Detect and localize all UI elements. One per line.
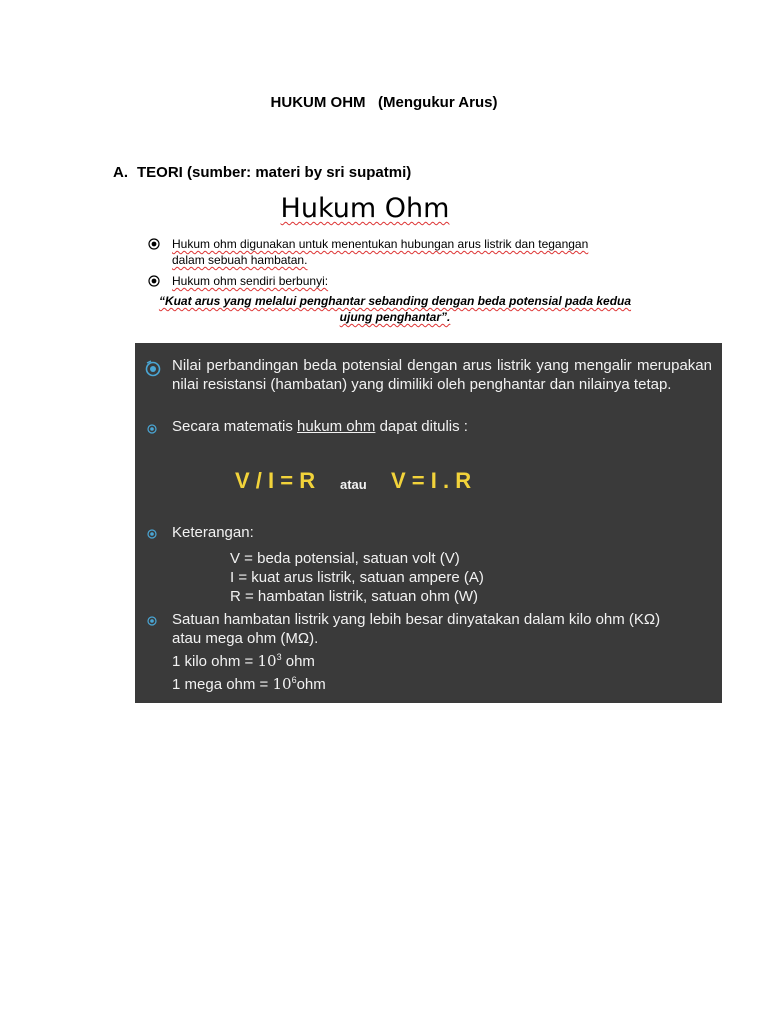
- slide-title: Hukum Ohm: [280, 193, 450, 224]
- keterangan-line-i: I = kuat arus listrik, satuan ampere (A): [230, 569, 484, 586]
- target-bullet-icon: [148, 238, 160, 250]
- kilo-ohm-exponent: 3: [276, 652, 282, 662]
- formula-atau: atau: [340, 477, 367, 492]
- slide-bullet-1-text: Hukum ohm digunakan untuk menentukan hubungan arus listrik dan tegangan dalam sebuah hambatan.: [172, 237, 589, 267]
- mega-ohm-exponent: 6: [291, 675, 297, 685]
- slide-bullet-2-text: Hukum ohm sendiri berbunyi:: [172, 274, 329, 288]
- panel-bullet-4-line-2: atau mega ohm (MΩ).: [172, 630, 319, 647]
- mega-ohm-pre: 1 mega ohm =: [172, 676, 273, 693]
- target-bullet-icon: [147, 529, 157, 539]
- ohm-law-quote: “Kuat arus yang melalui penghantar sebanding dengan beda potensial pada kedua ujung penghantar”.: [158, 294, 632, 324]
- keterangan-line-v: V = beda potensial, satuan volt (V): [230, 550, 460, 567]
- mega-ohm-line: [172, 675, 326, 693]
- panel-bullet-2-pre: Secara matematis: [172, 418, 298, 435]
- kilo-ohm-line: [172, 652, 315, 670]
- formula-left: V / I = R: [235, 468, 316, 493]
- large-bullet-icon: [145, 359, 161, 377]
- slide-panel: [135, 343, 722, 703]
- panel-bullet-2: [172, 418, 468, 435]
- kilo-ohm-base: 10: [257, 652, 277, 670]
- panel-bullet-2-post: dapat ditulis :: [375, 418, 468, 435]
- keterangan-line-r: R = hambatan listrik, satuan ohm (W): [230, 588, 479, 605]
- target-bullet-icon: [148, 275, 160, 287]
- formula-right: V = I . R: [391, 468, 472, 493]
- hukum-ohm-link: hukum ohm: [297, 418, 376, 435]
- section-number: A.: [113, 164, 128, 181]
- keterangan-label: Keterangan:: [172, 524, 254, 541]
- kilo-ohm-post: ohm: [281, 653, 315, 670]
- section-heading-text: TEORI (sumber: materi by sri supatmi): [137, 164, 412, 181]
- kilo-ohm-pre: 1 kilo ohm =: [172, 653, 258, 670]
- panel-bullet-1-text: Nilai perbandingan beda potensial dengan arus listrik yang mengalir merupakan nilai resistansi (hambatan) yang dimiliki oleh penghantar dan nilainya tetap.: [172, 357, 712, 393]
- target-bullet-icon: [147, 616, 157, 626]
- mega-ohm-post: ohm: [296, 676, 326, 693]
- mega-ohm-base: 10: [272, 675, 292, 693]
- target-bullet-icon: [147, 424, 157, 434]
- panel-bullet-4-line-1: Satuan hambatan listrik yang lebih besar dinyatakan dalam kilo ohm (KΩ): [172, 611, 661, 628]
- document-title: HUKUM OHM (Mengukur Arus): [270, 94, 498, 111]
- section-heading: [113, 164, 411, 181]
